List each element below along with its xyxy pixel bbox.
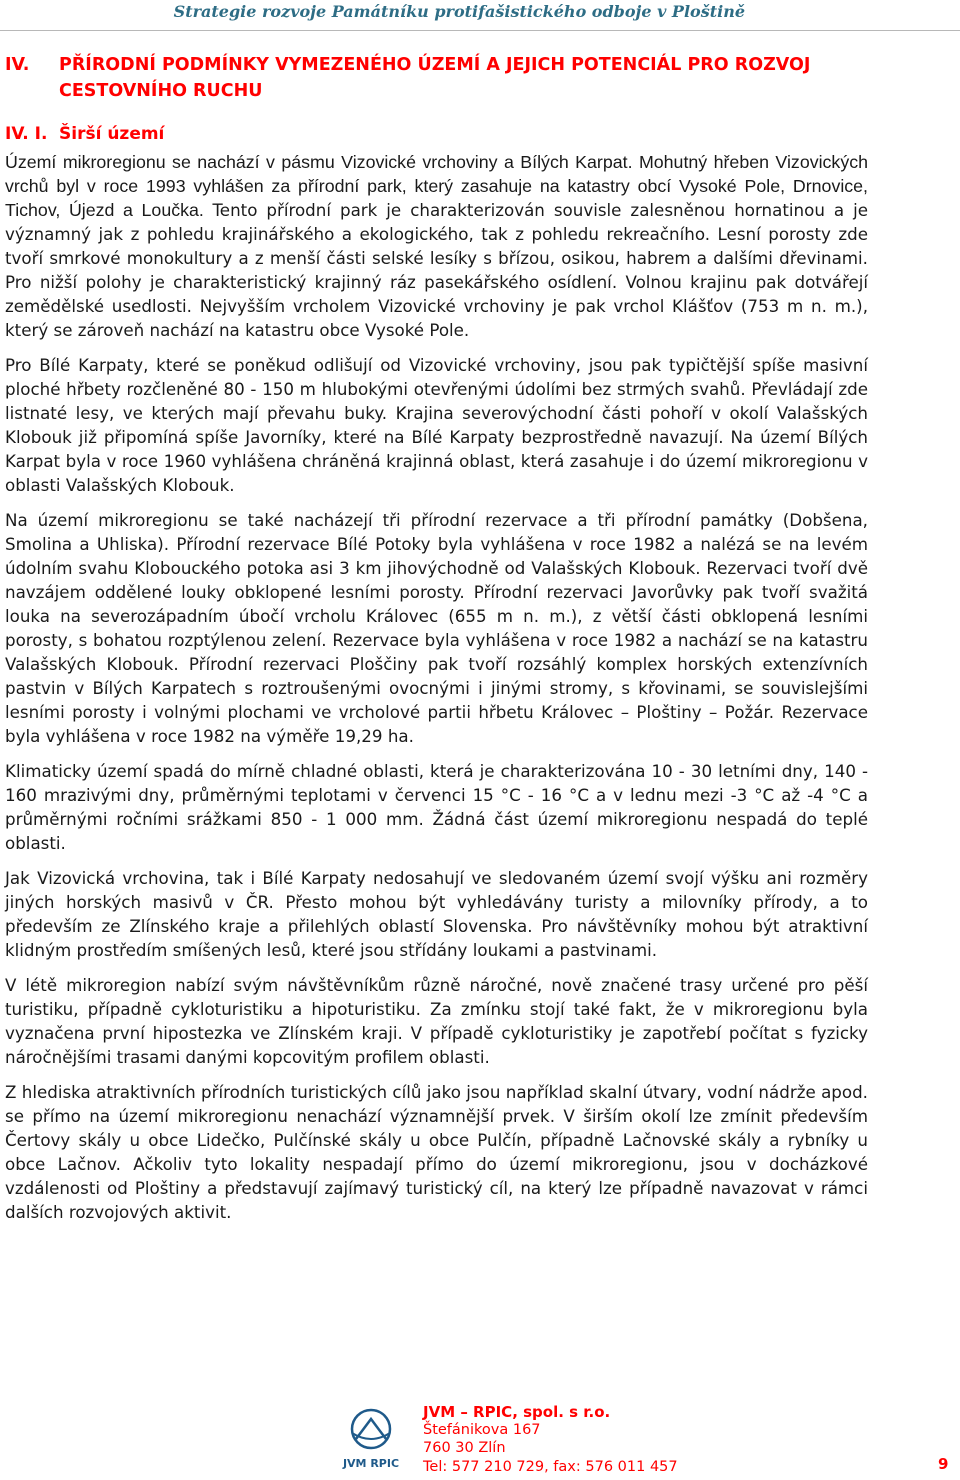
paragraph: Na území mikroregionu se také nacházejí tři přírodní rezervace a tři přírodní památky (Dobšena, Smolina a Uhliska). Přírodní rezervace Bílé Potoky byla vyhlášena v roce 1982 a nalézá se na levém údolním svahu Klobouckého potoka asi 3 km jihovýchodně od Valašských Klobouk. Rezervaci tvoří dvě navzájem oddělené louky obklopené lesními porosty. Přírodní rezervaci Javorůvky pak tvoří svažitá louka na severozápadním úbočí vrcholu Královec (655 m n. m.), z větší části obklopená lesními porosty, s bohatou rozptýlenou zelení. Rezervace byla vyhlášena v roce 1982 a nachází se na katastru Valašských Klobouk. Přírodní rezervaci Ploščiny pak tvoří rozsáhlý komplex horských extenzívních pastvin v Bílých Karpatech s roztroušenými ovocnými i jinými stromy, s křovinami, se souvislejšími lesními porosty i volnými plochami ve vrcholové partii hřbetu Královec – Ploštiny – Požár. Rezervace byla vyhlášena v roce 1982 na výměře 19,29 ha. xyxy=(5,510,868,746)
company-phone: Tel: 577 210 729, fax: 576 011 457 xyxy=(423,1459,678,1475)
paragraph xyxy=(5,150,868,342)
paragraph: Jak Vizovická vrchovina, tak i Bílé Karpaty nedosahují ve sledovaném území svojí výšku ani rozměry jiných horských masivů v ČR. Přesto mohou být vyhledávány turisty a milovníky přírody, a to především ze Zlínského kraje a přilehlých oblastí Slovenska. Pro návštěvníky mohou být atraktivní klidným prostředím smíšených lesů, které jsou střídány loukami a pastvinami. xyxy=(5,868,868,960)
paragraph: Pro Bílé Karpaty, které se poněkud odlišují od Vizovické vrchoviny, jsou pak typičtější spíše masivní ploché hřbety rozčleněné 80 - 150 m hlubokými otevřenými údolími bez strmých svahů. Převládají zde listnaté lesy, ve kterých mají převahu buky. Krajina severovýchodní části pohoří v okolí Valašských Klobouk již připomíná spíše Javorníky, které na Bílé Karpaty bezprostředně navazují. Na území Bílých Karpat byla v roce 1960 vyhlášena chráněná krajinná oblast, která zasahuje i do území mikroregionu v oblasti Valašských Klobouk. xyxy=(5,355,868,495)
page-number: 9 xyxy=(938,1455,949,1473)
document-title: Strategie rozvoje Památníku protifašistického odboje v Ploštině xyxy=(173,2,745,21)
chapter-heading xyxy=(5,52,868,104)
paragraph: Klimaticky území spadá do mírně chladné oblasti, která je charakterizována 10 - 30 letními dny, 140 - 160 mrazivými dny, průměrnými teplotami v červenci 15 °C - 16 °C a v lednu mezi -3 °C až -4 °C a průměrnými ročními srážkami 850 - 1 000 mm. Žádná část území mikroregionu nespadá do teplé oblasti. xyxy=(5,761,868,853)
section-heading xyxy=(5,122,868,146)
section-title: Širší území xyxy=(59,124,165,144)
company-city: 760 30 Zlín xyxy=(423,1440,506,1456)
paragraph: V létě mikroregion nabízí svým návštěvníkům různě náročné, nově značené trasy určené pro pěší turistiku, případně cykloturistiku a hipoturistiku. Za zmínku stojí také fakt, že v mikroregionu byla vyznačena první hipostezka ve Zlínském kraji. V případě cykloturistiky je zapotřebí počítat s fyzicky náročnějšími trasami danými kopcovitým profilem oblasti. xyxy=(5,975,868,1067)
company-street: Štefánikova 167 xyxy=(423,1422,541,1438)
chapter-number: IV. xyxy=(5,55,30,75)
main-content xyxy=(5,52,868,1235)
page-header xyxy=(0,0,960,31)
page-footer xyxy=(0,1395,960,1480)
paragraph: Z hlediska atraktivních přírodních turistických cílů jako jsou například skalní útvary, vodní nádrže apod. se přímo na území mikroregionu nenachází významnější prvek. V širším okolí lze zmínit především Čertovy skály u obce Lidečko, Pulčínské skály u obce Pulčín, případně Lačnovské skály a rybníky u obce Lačnov. Ačkoliv tyto lokality nespadají přímo do území mikroregionu, jsou v docházkové vzdálenosti od Ploštiny a představují zajímavý turistický cíl, na který lze případně navazovat v rámci dalších rozvojových aktivit. xyxy=(5,1082,868,1222)
company-logo xyxy=(336,1405,406,1475)
paragraph-text: Tento přírodní park je charakterizován souvisle zalesněnou hornatinou a je významný jak z pohledu krajinářského a ekologického, tak z pohledu rekreačního. Lesní porosty zde tvoří smrkové monokultury a z menší části selské lesíky s břízou, osikou, habrem a dalšími dřevinami. Pro nižší polohy je charakteristický krajinný ráz pasekářského osídlení. Volnou krajinu pak dotvářejí zemědělské usedlosti. Nejvyšším vrcholem Vizovické vrchoviny je pak vrchol Klášťov (753 m n. m.), který se zároveň nachází na katastru obce Vysoké Pole. xyxy=(5,200,868,340)
chapter-title: PŘÍRODNÍ PODMÍNKY VYMEZENÉHO ÚZEMÍ A JEJICH POTENCIÁL PRO ROZVOJ CESTOVNÍHO RUCHU xyxy=(59,55,811,101)
section-number: IV. I. xyxy=(5,124,48,144)
logo-text: JVM RPIC xyxy=(342,1457,400,1470)
paragraph-text: Území mikroregionu se nachází v pásmu Vizovické vrchoviny a Bílých Karpat. Mohutný hřeben Vizovických vrchů byl v roce 1993 vyhlášen za přírodní park, který zasahuje na katastry obcí Vysoké Pole, Drnovice, Tichov, Újezd a Loučka. xyxy=(5,152,868,220)
company-name: JVM – RPIC, spol. s r.o. xyxy=(423,1403,611,1421)
